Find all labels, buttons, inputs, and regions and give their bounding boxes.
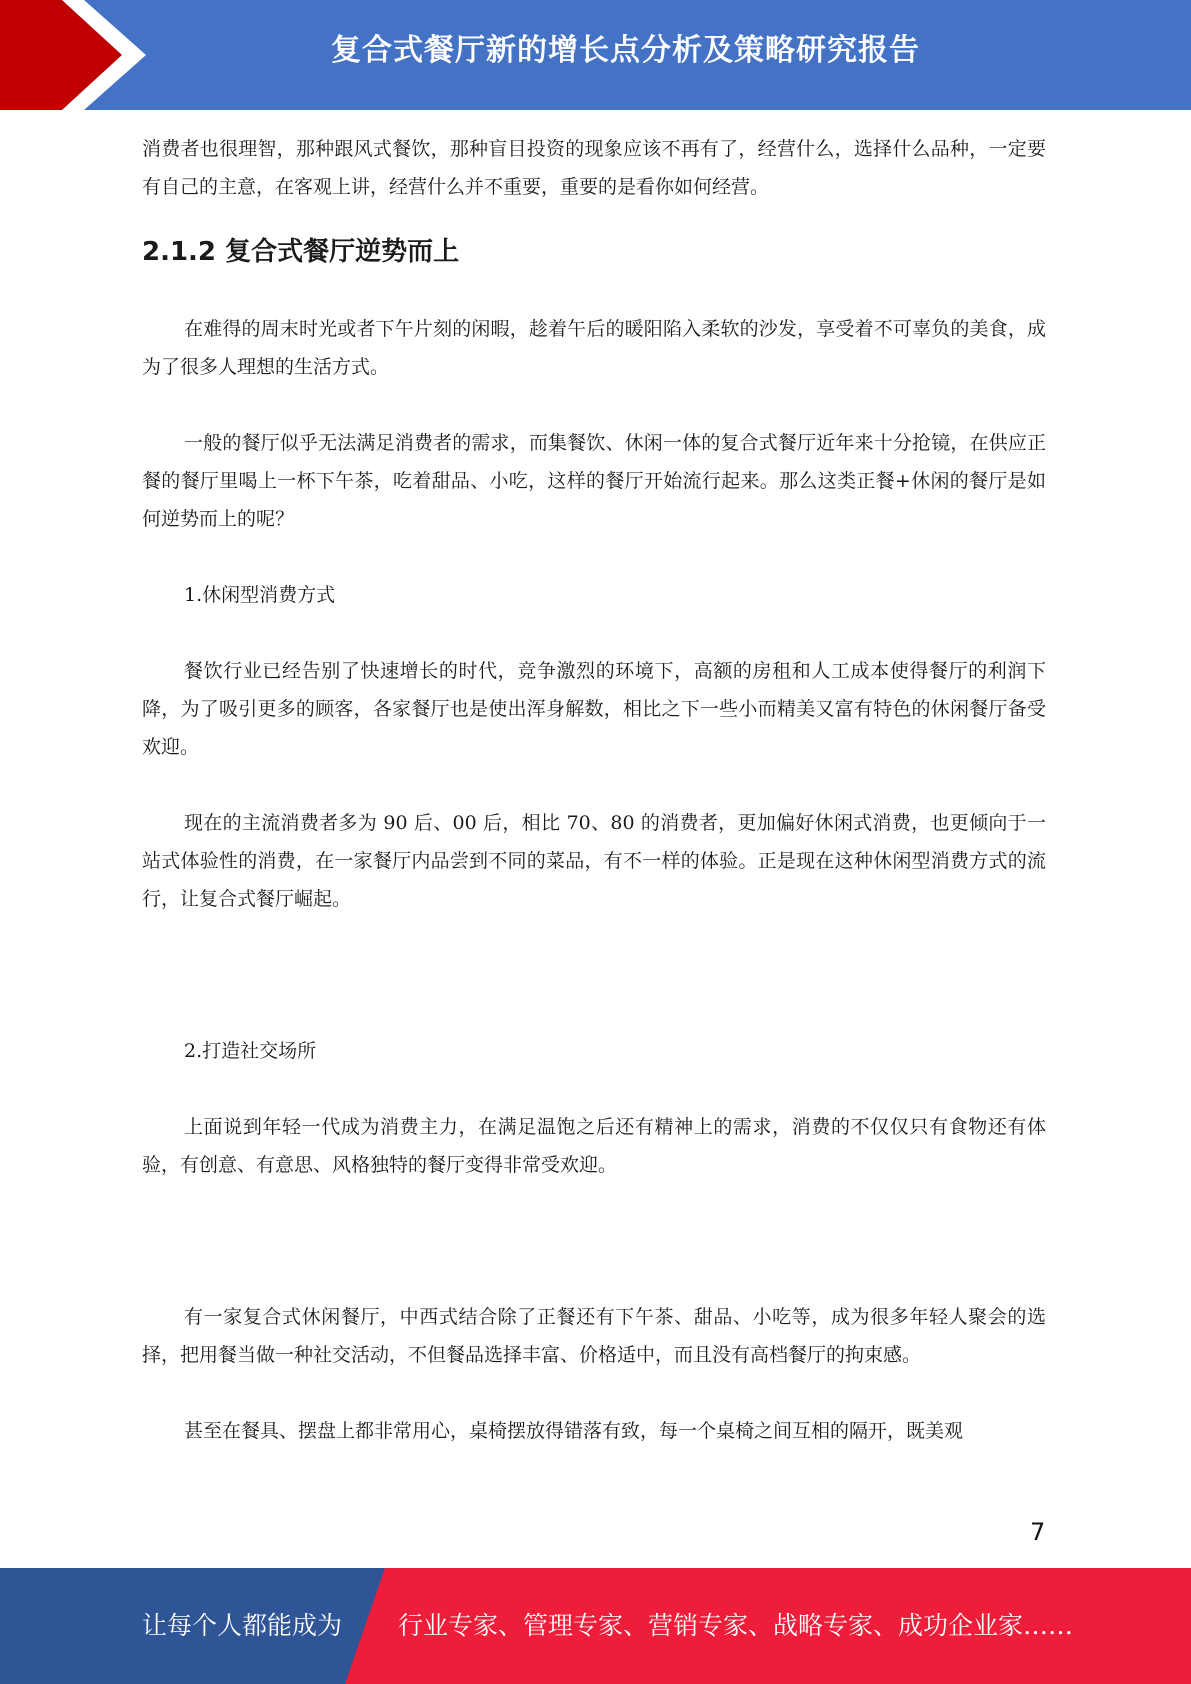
footer-slogan-left: 让每个人都能成为	[142, 1611, 343, 1640]
paragraph: 餐饮行业已经告别了快速增长的时代，竞争激烈的环境下，高额的房租和人工成本使得餐厅的利润下降，为了吸引更多的顾客，各家餐厅也是使出浑身解数，相比之下一些小而精美又富有特色的休闲餐厅备受欢迎。	[142, 660, 1046, 758]
subsection-title: 2.打造社交场所	[184, 1040, 317, 1062]
report-title: 复合式餐厅新的增长点分析及策略研究报告	[331, 33, 920, 68]
paragraph: 在难得的周末时光或者下午片刻的闲暇，趁着午后的暖阳陷入柔软的沙发，享受着不可辜负的美食，成为了很多人理想的生活方式。	[142, 318, 1046, 378]
section-heading: 2.1.2 复合式餐厅逆势而上	[142, 237, 460, 267]
paragraph-continued: 消费者也很理智，那种跟风式餐饮，那种盲目投资的现象应该不再有了，经营什么，选择什么品种，一定要有自己的主意，在客观上讲，经营什么并不重要，重要的是看你如何经营。	[142, 138, 1046, 198]
paragraph: 一般的餐厅似乎无法满足消费者的需求，而集餐饮、休闲一体的复合式餐厅近年来十分抢镜，在供应正餐的餐厅里喝上一杯下午茶，吃着甜品、小吃，这样的餐厅开始流行起来。那么这类正餐+休闲的餐厅是如何逆势而上的呢？	[142, 432, 1046, 530]
paragraph: 有一家复合式休闲餐厅，中西式结合除了正餐还有下午茶、甜品、小吃等，成为很多年轻人聚会的选择，把用餐当做一种社交活动，不但餐品选择丰富、价格适中，而且没有高档餐厅的拘束感。	[142, 1306, 1046, 1366]
page-footer	[0, 1568, 1191, 1684]
paragraph: 现在的主流消费者多为 90 后、00 后，相比 70、80 的消费者，更加偏好休闲式消费，也更倾向于一站式体验性的消费，在一家餐厅内品尝到不同的菜品，有不一样的体验。正是现在这种休闲型消费方式的流行，让复合式餐厅崛起。	[142, 812, 1046, 910]
page-number: 7	[1030, 1518, 1046, 1546]
footer-slogan-right: 行业专家、管理专家、营销专家、战略专家、成功企业家……	[398, 1611, 1074, 1640]
paragraph: 上面说到年轻一代成为消费主力，在满足温饱之后还有精神上的需求，消费的不仅仅只有食物还有体验，有创意、有意思、风格独特的餐厅变得非常受欢迎。	[142, 1116, 1046, 1176]
header-arrow-decoration	[0, 0, 150, 110]
page-body	[142, 130, 1046, 1450]
subsection-title: 1.休闲型消费方式	[184, 584, 336, 606]
page-header	[0, 0, 1191, 110]
paragraph-truncated: 甚至在餐具、摆盘上都非常用心，桌椅摆放得错落有致，每一个桌椅之间互相的隔开，既美观	[184, 1420, 964, 1442]
